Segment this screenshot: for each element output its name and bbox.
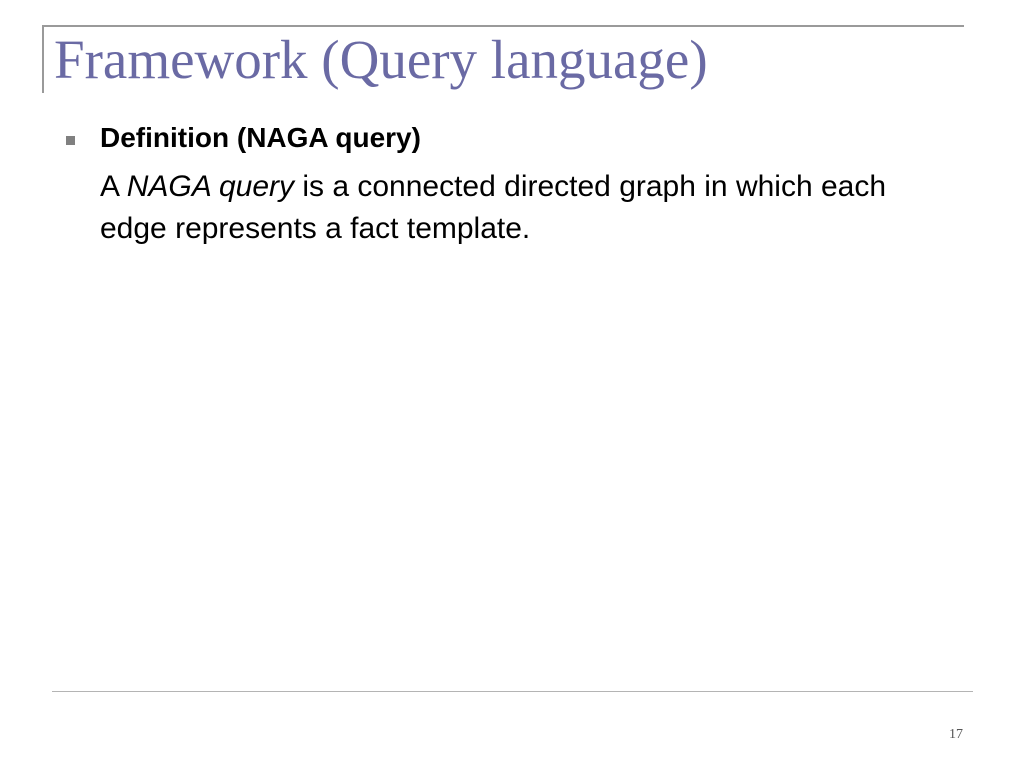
- bullet-body-term: NAGA query: [126, 170, 294, 203]
- slide-content: [60, 116, 960, 250]
- bullet-body: [100, 166, 920, 250]
- title-frame-vertical-line: [42, 25, 44, 93]
- square-bullet-icon: [66, 136, 75, 145]
- footer-divider: [52, 691, 973, 692]
- page-number: 17: [949, 727, 963, 742]
- bullet-body-prefix: A: [100, 170, 127, 203]
- slide-title: Framework (Query language): [54, 29, 708, 90]
- bullet-heading: Definition (NAGA query): [100, 122, 421, 153]
- bullet-item: [60, 116, 960, 160]
- bullet-body-suffix: is a connected directed graph in which each edge represents a fact template.: [100, 170, 887, 245]
